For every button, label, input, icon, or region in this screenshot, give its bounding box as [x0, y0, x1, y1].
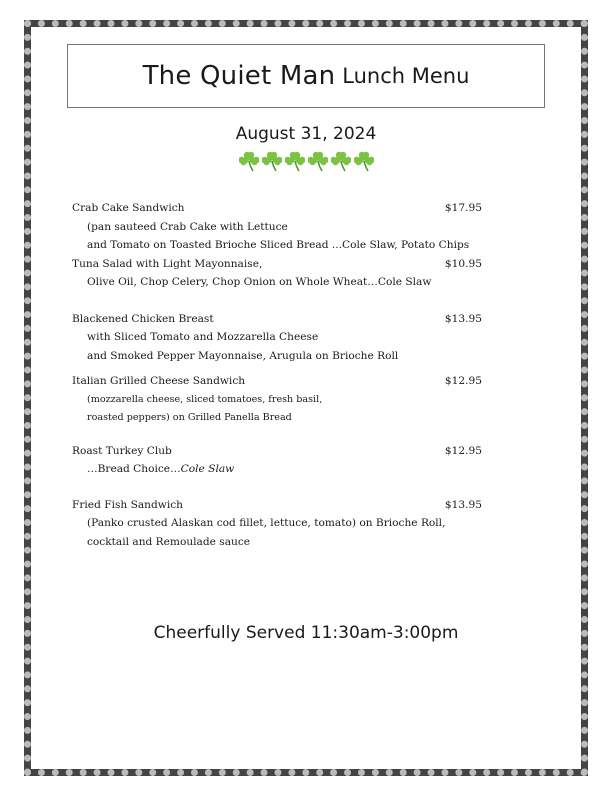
item-description	[72, 460, 482, 479]
shamrock-icon	[308, 150, 328, 174]
item-description: with Sliced Tomato and Mozzarella Cheese	[87, 331, 319, 343]
menu-item-italian-grilled-cheese	[72, 372, 482, 428]
item-price: $12.95	[444, 444, 482, 457]
item-price: $13.95	[444, 498, 482, 511]
menu-item-fried-fish	[72, 496, 482, 552]
menu-item-blackened-chicken	[72, 310, 482, 366]
menu-date: August 31, 2024	[235, 124, 377, 144]
item-description: and Smoked Pepper Mayonnaise, Arugula on Brioche Roll	[87, 349, 399, 362]
menu-list	[72, 199, 482, 551]
side-text: Cole Slaw	[180, 463, 235, 475]
item-description: Olive Oil, Chop Celery, Chop Onion on Whole Wheat…Cole Slaw	[87, 276, 432, 288]
shamrock-row	[0, 150, 612, 174]
item-name: Roast Turkey Club	[72, 444, 172, 457]
item-description: and Tomato on Toasted Brioche Sliced Bread ...Cole Slaw, Potato Chips	[87, 239, 470, 251]
restaurant-name: The Quiet Man	[142, 61, 336, 91]
serving-hours: Cheerfully Served 11:30am-3:00pm	[153, 623, 459, 643]
item-name: Tuna Salad with Light Mayonnaise,	[72, 257, 263, 270]
menu-type: Lunch Menu	[342, 64, 470, 88]
menu-item-crab-cake	[72, 199, 482, 255]
menu-item-tuna-salad	[72, 255, 482, 292]
shamrock-icon	[331, 150, 351, 174]
menu-item-roast-turkey-club	[72, 442, 482, 479]
item-name: Crab Cake Sandwich	[72, 202, 185, 214]
item-description: roasted peppers) on Grilled Panella Bread	[87, 412, 292, 423]
item-price: $12.95	[444, 375, 482, 387]
shamrock-icon	[262, 150, 282, 174]
item-price: $13.95	[444, 312, 482, 325]
item-name: Italian Grilled Cheese Sandwich	[72, 375, 246, 387]
item-price: $10.95	[444, 257, 482, 270]
shamrock-icon	[239, 150, 259, 174]
item-description: (mozzarella cheese, sliced tomatoes, fresh basil,	[87, 393, 323, 405]
title-box	[67, 44, 545, 108]
item-description: cocktail and Remoulade sauce	[87, 535, 251, 548]
bread-choice-text: …Bread Choice…	[87, 463, 181, 475]
item-price: $17.95	[444, 202, 482, 214]
item-name: Fried Fish Sandwich	[72, 498, 183, 511]
item-description: (pan sauteed Crab Cake with Lettuce	[87, 220, 288, 233]
shamrock-icon	[354, 150, 374, 174]
item-name: Blackened Chicken Breast	[72, 312, 214, 325]
item-description: (Panko crusted Alaskan cod fillet, lettuce, tomato) on Brioche Roll,	[87, 517, 446, 529]
shamrock-icon	[285, 150, 305, 174]
